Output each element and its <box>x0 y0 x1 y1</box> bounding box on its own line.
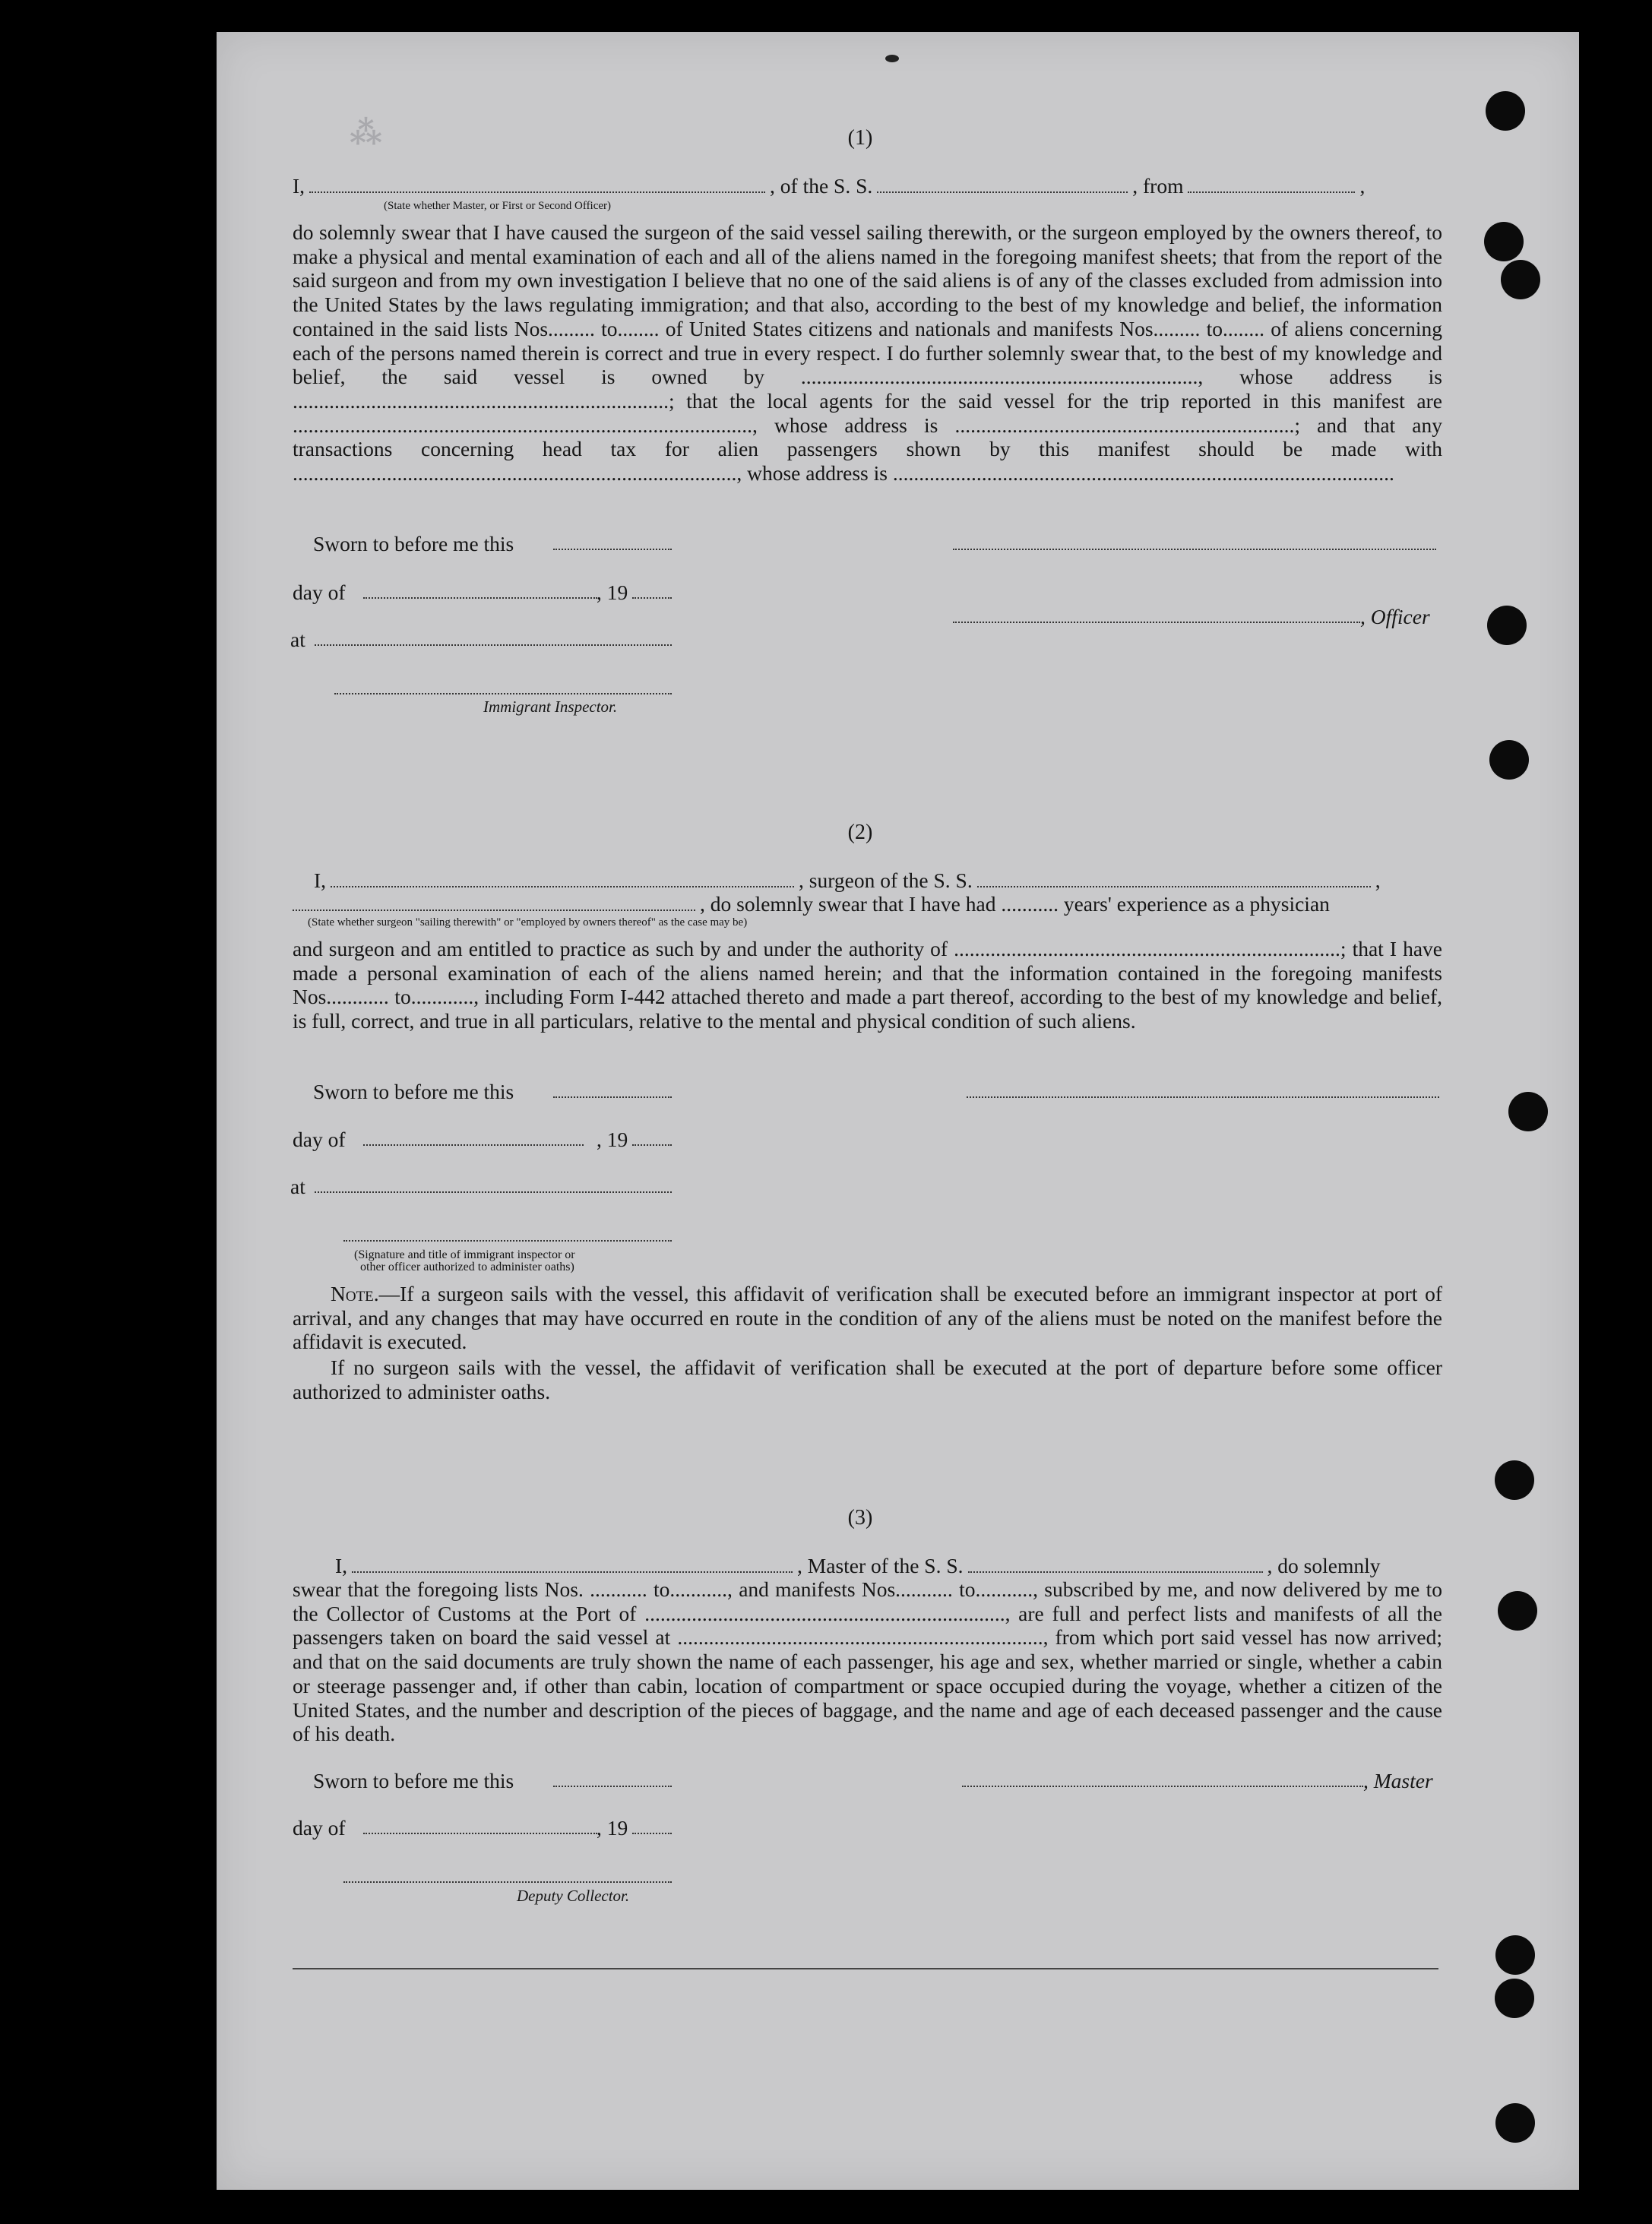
section-number-2: (2) <box>847 821 873 844</box>
section-2-sworn: Sworn to before me this <box>313 1080 514 1103</box>
section-3-paragraph: swear that the foregoing lists Nos. ........... to..........., and manifests Nos........... to..........., subscribed by me, and now delivered by me to the Collector of Customs at the Port of ....................................................................., are full and perfect lists and manifests of all the passengers taken on board the said vessel at ......................................................................, from which port said vessel has now arrived; and that on the said documents are truly shown the name of each passenger, his age and sex, whether married or single, whether a cabin or steerage passenger and, if other than cabin, location of compartment or space occupied during the voyage, whether a citizen of the United States, and the number and description of the pieces of baggage, and the name and age of each deceased passenger and the cause of his death. <box>293 1577 1442 1746</box>
inspector-signature-line <box>334 693 672 694</box>
deputy-signature-line <box>343 1881 672 1883</box>
inspector-caption: Immigrant Inspector. <box>483 698 618 716</box>
punch-hole <box>1495 1460 1534 1500</box>
punch-hole <box>1486 91 1525 131</box>
master-label: , Master <box>1363 1769 1433 1792</box>
note-label: Note. <box>331 1282 379 1305</box>
punch-hole <box>1495 1979 1534 2018</box>
section-2-year-blank <box>632 1144 672 1146</box>
section-1-oath-line: I, , of the S. S. , from , <box>293 174 1366 198</box>
bleed-through-text: ⁂ <box>350 116 384 151</box>
section-3-body <box>293 1577 1442 1746</box>
deputy-caption: Deputy Collector. <box>517 1887 630 1905</box>
section-2-at-blank <box>315 1191 672 1193</box>
section-1-day-of: day of <box>293 581 346 604</box>
section-2-day-blank <box>363 1144 584 1146</box>
section-3-day-of: day of <box>293 1816 346 1840</box>
master-signature-line <box>962 1786 1363 1787</box>
punch-hole <box>1508 1092 1548 1131</box>
signature-caption-line-2: other officer authorized to administer oaths) <box>360 1261 574 1273</box>
section-1-body <box>293 220 1442 486</box>
section-3-sworn: Sworn to before me this <box>313 1769 514 1792</box>
surgeon-caption: (State whether surgeon "sailing therewith" or "employed by owners thereof" as the case may be) <box>308 916 748 929</box>
section-3-day-blank <box>363 1833 597 1834</box>
section-2-day-of: day of <box>293 1128 346 1151</box>
section-2-inspector-signature-line <box>343 1240 672 1242</box>
section-2-note <box>293 1282 1442 1404</box>
section-1-year: , 19 <box>597 581 628 604</box>
punch-hole <box>1487 606 1527 645</box>
punch-hole <box>1484 222 1524 261</box>
section-1-sworn: Sworn to before me this <box>313 532 514 555</box>
section-3-sworn-blank <box>553 1786 672 1787</box>
ink-mark <box>885 55 899 62</box>
section-number-1: (1) <box>847 126 873 150</box>
section-number-3: (3) <box>847 1506 873 1530</box>
section-1-sworn-blank <box>553 549 672 550</box>
section-1-signature-line <box>953 549 1436 550</box>
section-1-at: at <box>290 628 305 651</box>
punch-hole <box>1495 2103 1535 2143</box>
section-3-oath-line: I, , Master of the S. S. , do solemnly <box>335 1554 1381 1577</box>
note-paragraph-2: If no surgeon sails with the vessel, the affidavit of verification shall be executed at the port of departure before some officer authorized to administer oaths. <box>293 1356 1442 1403</box>
note-paragraph: Note.—If a surgeon sails with the vessel, this affidavit of verification shall be executed before an immigrant inspector at port of arrival, and any changes that may have occurred en route in the condition of any of the aliens must be noted on the manifest before the affidavit is executed. <box>293 1282 1442 1354</box>
section-2-oath-line: I, , surgeon of the S. S. , <box>314 868 1381 892</box>
section-1-paragraph: do solemnly swear that I have caused the surgeon of the said vessel sailing therewith, or the surgeon employed by the owners thereof, to make a physical and mental examination of each and all of the aliens named in the foregoing manifest sheets; that from the report of the said surgeon and from my own investigation I believe that no one of the said aliens is of any of the classes excluded from admission into the United States by the laws regulating immigration; and that also, according to the best of my knowledge and belief, the information contained in the said lists Nos......... to........ of United States citizens and nationals and manifests Nos......... to........ of aliens concerning each of the persons named therein is correct and true in every respect. I do further solemnly swear that, to the best of my knowledge and belief, the said vessel is owned by ............................................................................, whose address is ........................................................................; that the local agents for the said vessel for the trip reported in this manifest are ........................................................................................, whose address is .................................................................; and that any transactions concerning head tax for alien passengers shown by this manifest should be made with ....................................................................................., whose address is ................................................................................................ <box>293 220 1442 486</box>
punch-hole <box>1495 1935 1535 1975</box>
section-1-year-blank <box>632 597 672 599</box>
section-2-sworn-blank <box>553 1096 672 1098</box>
punch-hole <box>1489 740 1529 780</box>
master-officer-caption: (State whether Master, or First or Second Officer) <box>384 200 612 212</box>
section-1-at-blank <box>315 644 672 646</box>
signature-caption-line-1: (Signature and title of immigrant inspector or <box>354 1248 575 1261</box>
section-2-body <box>293 937 1442 1033</box>
section-2-year: , 19 <box>597 1128 628 1151</box>
section-3-year-blank <box>632 1833 672 1834</box>
section-2-signature-line <box>967 1096 1439 1098</box>
section-3-year: , 19 <box>597 1816 628 1840</box>
officer-label: , Officer <box>1360 605 1430 628</box>
bottom-rule <box>293 1968 1438 1969</box>
section-2-paragraph: and surgeon and am entitled to practice as such by and under the authority of ..........................................................................; that I have made a personal examination of each of the aliens named herein; and that the information contained in the foregoing manifests Nos............ to............, including Form I-442 attached thereto and made a part thereof, according to the best of my knowledge and belief, is full, correct, and true in all particulars, relative to the mental and physical condition of such aliens. <box>293 937 1442 1033</box>
officer-signature-line <box>953 622 1360 623</box>
section-1-day-blank <box>363 597 597 599</box>
section-2-at: at <box>290 1175 305 1198</box>
punch-hole <box>1501 260 1540 299</box>
punch-hole <box>1498 1591 1537 1631</box>
section-2-oath-line-2: , do solemnly swear that I have had ........... years' experience as a physician <box>293 892 1442 916</box>
